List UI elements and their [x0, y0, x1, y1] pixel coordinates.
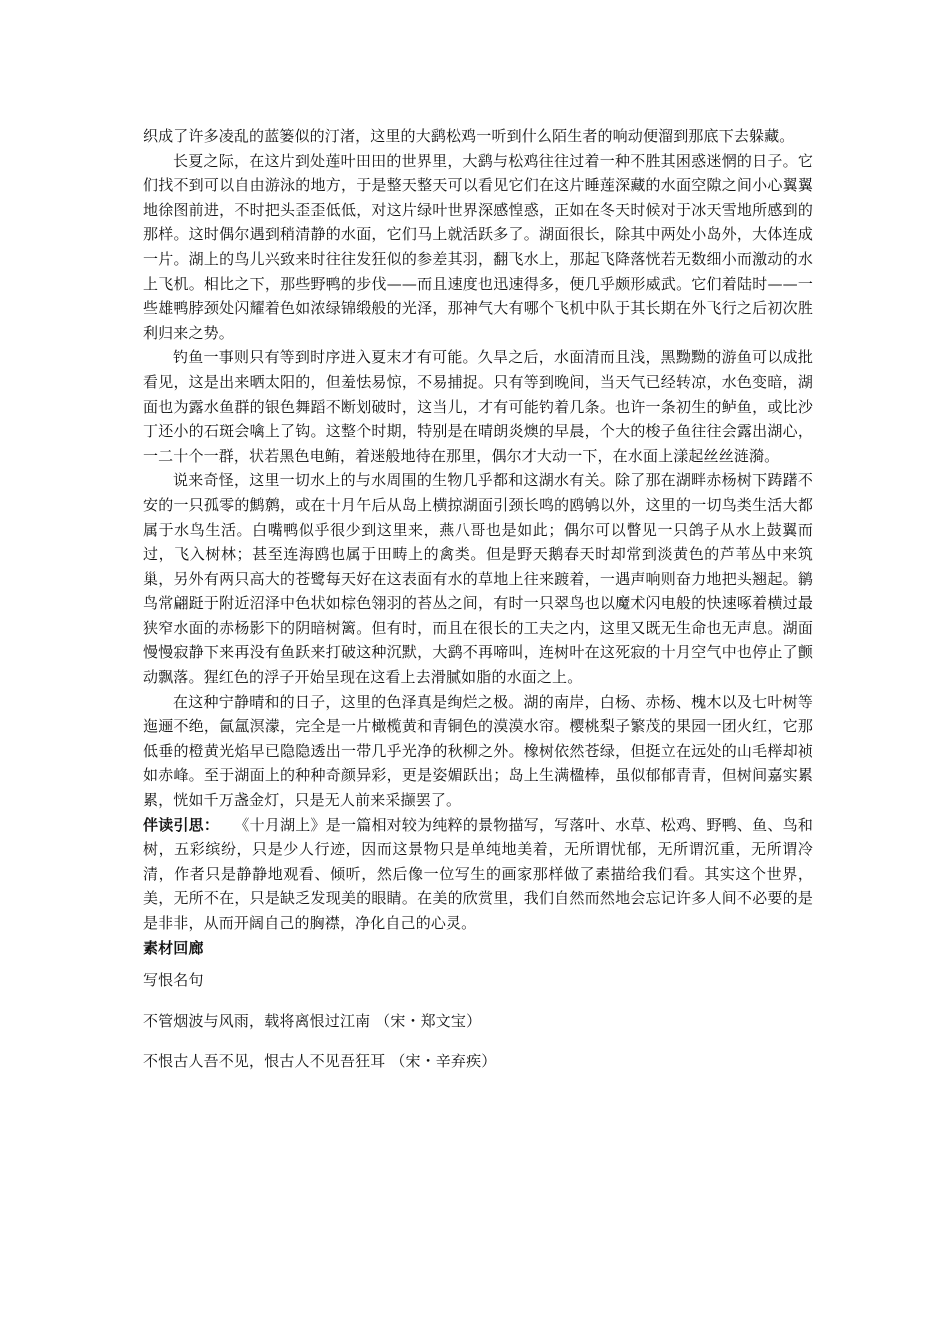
guide-text: 《十月湖上》是一篇相对较为纯粹的景物描写，写落叶、水草、松鸡、野鸭、鱼、鸟和树，五彩缤纷，只是少人行迹，因而这景物只是单纯地美着，无所谓忧郁，无所谓沉重，无所谓冷清，作者只是静静地观看、倾听，然后像一位写生的画家那样做了素描给我们看。其实这个世界，美，无所不在，只是缺乏发现美的眼睛。在美的欣赏里，我们自然而然地会忘记许多人间不必要的是是非非，从而开阔自己的胸襟，净化自己的心灵。 — [143, 815, 813, 932]
body-paragraph-4: 说来奇怪，这里一切水上的与水周围的生物几乎都和这湖水有关。除了那在湖畔赤杨树下踌躇不安的一只孤零的鹪鹩，或在十月午后从岛上横掠湖面引颈长鸣的鸥鸲以外，这里的一切鸟类生活大都属于水鸟生活。白嘴鸭似乎很少到这里来，燕八哥也是如此；偶尔可以瞥见一只鸽子从水上鼓翼而过，飞入树林；甚至连海鸥也属于田畴上的禽类。但是野天鹅春天时却常到淡黄色的芦苇丛中来筑巢，另外有两只高大的苍鹭每天好在这表面有水的草地上往来踱着，一遇声响则奋力地把头翘起。鹟鸟常翩跹于附近沼泽中色状如棕色翎羽的苔丛之间，有时一只翠鸟也以魔术闪电般的快速啄着横过最狭窄水面的赤杨影下的阴暗树篱。但有时，而且在很长的工夫之内，这里又既无生命也无声息。湖面慢慢寂静下来再没有鱼跃来打破这种沉默，大鹞不再啼叫，连树叶在这死寂的十月空气中也停止了颤动飘落。猩红色的浮子开始呈现在这看上去滑腻如脂的水面之上。 — [143, 471, 813, 687]
quote-block — [143, 968, 813, 1074]
body-paragraph-1: 织成了许多凌乱的蓝篓似的汀渚，这里的大鹞松鸡一听到什么陌生者的响动便溜到那底下去躲藏。 — [143, 127, 795, 145]
section-heading-material: 素材回廊 — [143, 938, 204, 957]
body-paragraph-2: 长夏之际，在这片到处莲叶田田的世界里，大鹞与松鸡往往过着一种不胜其困惑迷惘的日子。它们找不到可以自由游泳的地方，于是整天整天可以看见它们在这片睡莲深藏的水面空隙之间小心翼翼地徐图前进，不时把头歪歪低低，对这片绿叶世界深感惶惑，正如在冬天时候对于冰天雪地所感到的那样。这时偶尔遇到稍清静的水面，它们马上就活跃多了。湖面很长，除其中两处小岛外，大体连成一片。湖上的鸟儿兴致来时往往发狂似的参差其羽，翻飞水上，那起飞降落恍若无数细小而激动的水上飞机。相比之下，那些野鸭的步伐——而且速度也迅速得多，便几乎颇形威武。它们着陆时——一些雄鸭脖颈处闪耀着色如浓绿锦缎般的光泽，那神气大有哪个飞机中队于其长期在外飞行之后初次胜利归来之势。 — [143, 151, 813, 342]
document-page — [143, 124, 813, 1074]
guide-label: 伴读引思： — [143, 815, 220, 834]
body-paragraph-3: 钓鱼一事则只有等到时序进入夏末才有可能。久旱之后，水面清而且浅，黑黝黝的游鱼可以成批看见，这是出来晒太阳的，但羞怯易惊，不易捕捉。只有等到晚间，当天气已经转凉，水色变暗，湖面也为露水鱼群的银色舞蹈不断划破时，这当儿，才有可能钓着几条。也许一条初生的鲈鱼，或比沙丁还小的石斑会噙上了钩。这整个时期，特别是在晴朗炎燠的早晨，个大的梭子鱼往往会露出湖心，一二十个一群，状若黑色电鲔，着迷般地待在那里，偶尔才大动一下，在水面上漾起丝丝涟漪。 — [143, 348, 813, 465]
body-paragraph-5: 在这种宁静晴和的日子，这里的色泽真是绚烂之极。湖的南岸，白杨、赤杨、槐木以及七叶树等迤逦不绝，氤氲溟濛，完全是一片橄榄黄和青铜色的漠漠水帘。樱桃梨子繁茂的果园一团火红，它那低垂的橙黄光焰早已隐隐透出一带几乎光净的秋柳之外。橡树依然苍绿，但挺立在远处的山毛榉却祯如赤峰。至于湖面上的种种奇颜异彩，更是姿媚跃出；岛上生满楹棒，虽似郁郁青青，但树间嘉实累累，恍如千万盏金灯，只是无人前来采撷罢了。 — [143, 692, 813, 810]
quote-line-2: 不恨古人吾不见，恨古人不见吾狂耳 （宋・辛弃疾） — [143, 1052, 497, 1071]
guide-paragraph — [143, 813, 813, 936]
quote-line-1: 不管烟波与风雨，载将离恨过江南 （宋・郑文宝） — [143, 1011, 482, 1030]
quote-subheading: 写恨名句 — [143, 971, 204, 990]
